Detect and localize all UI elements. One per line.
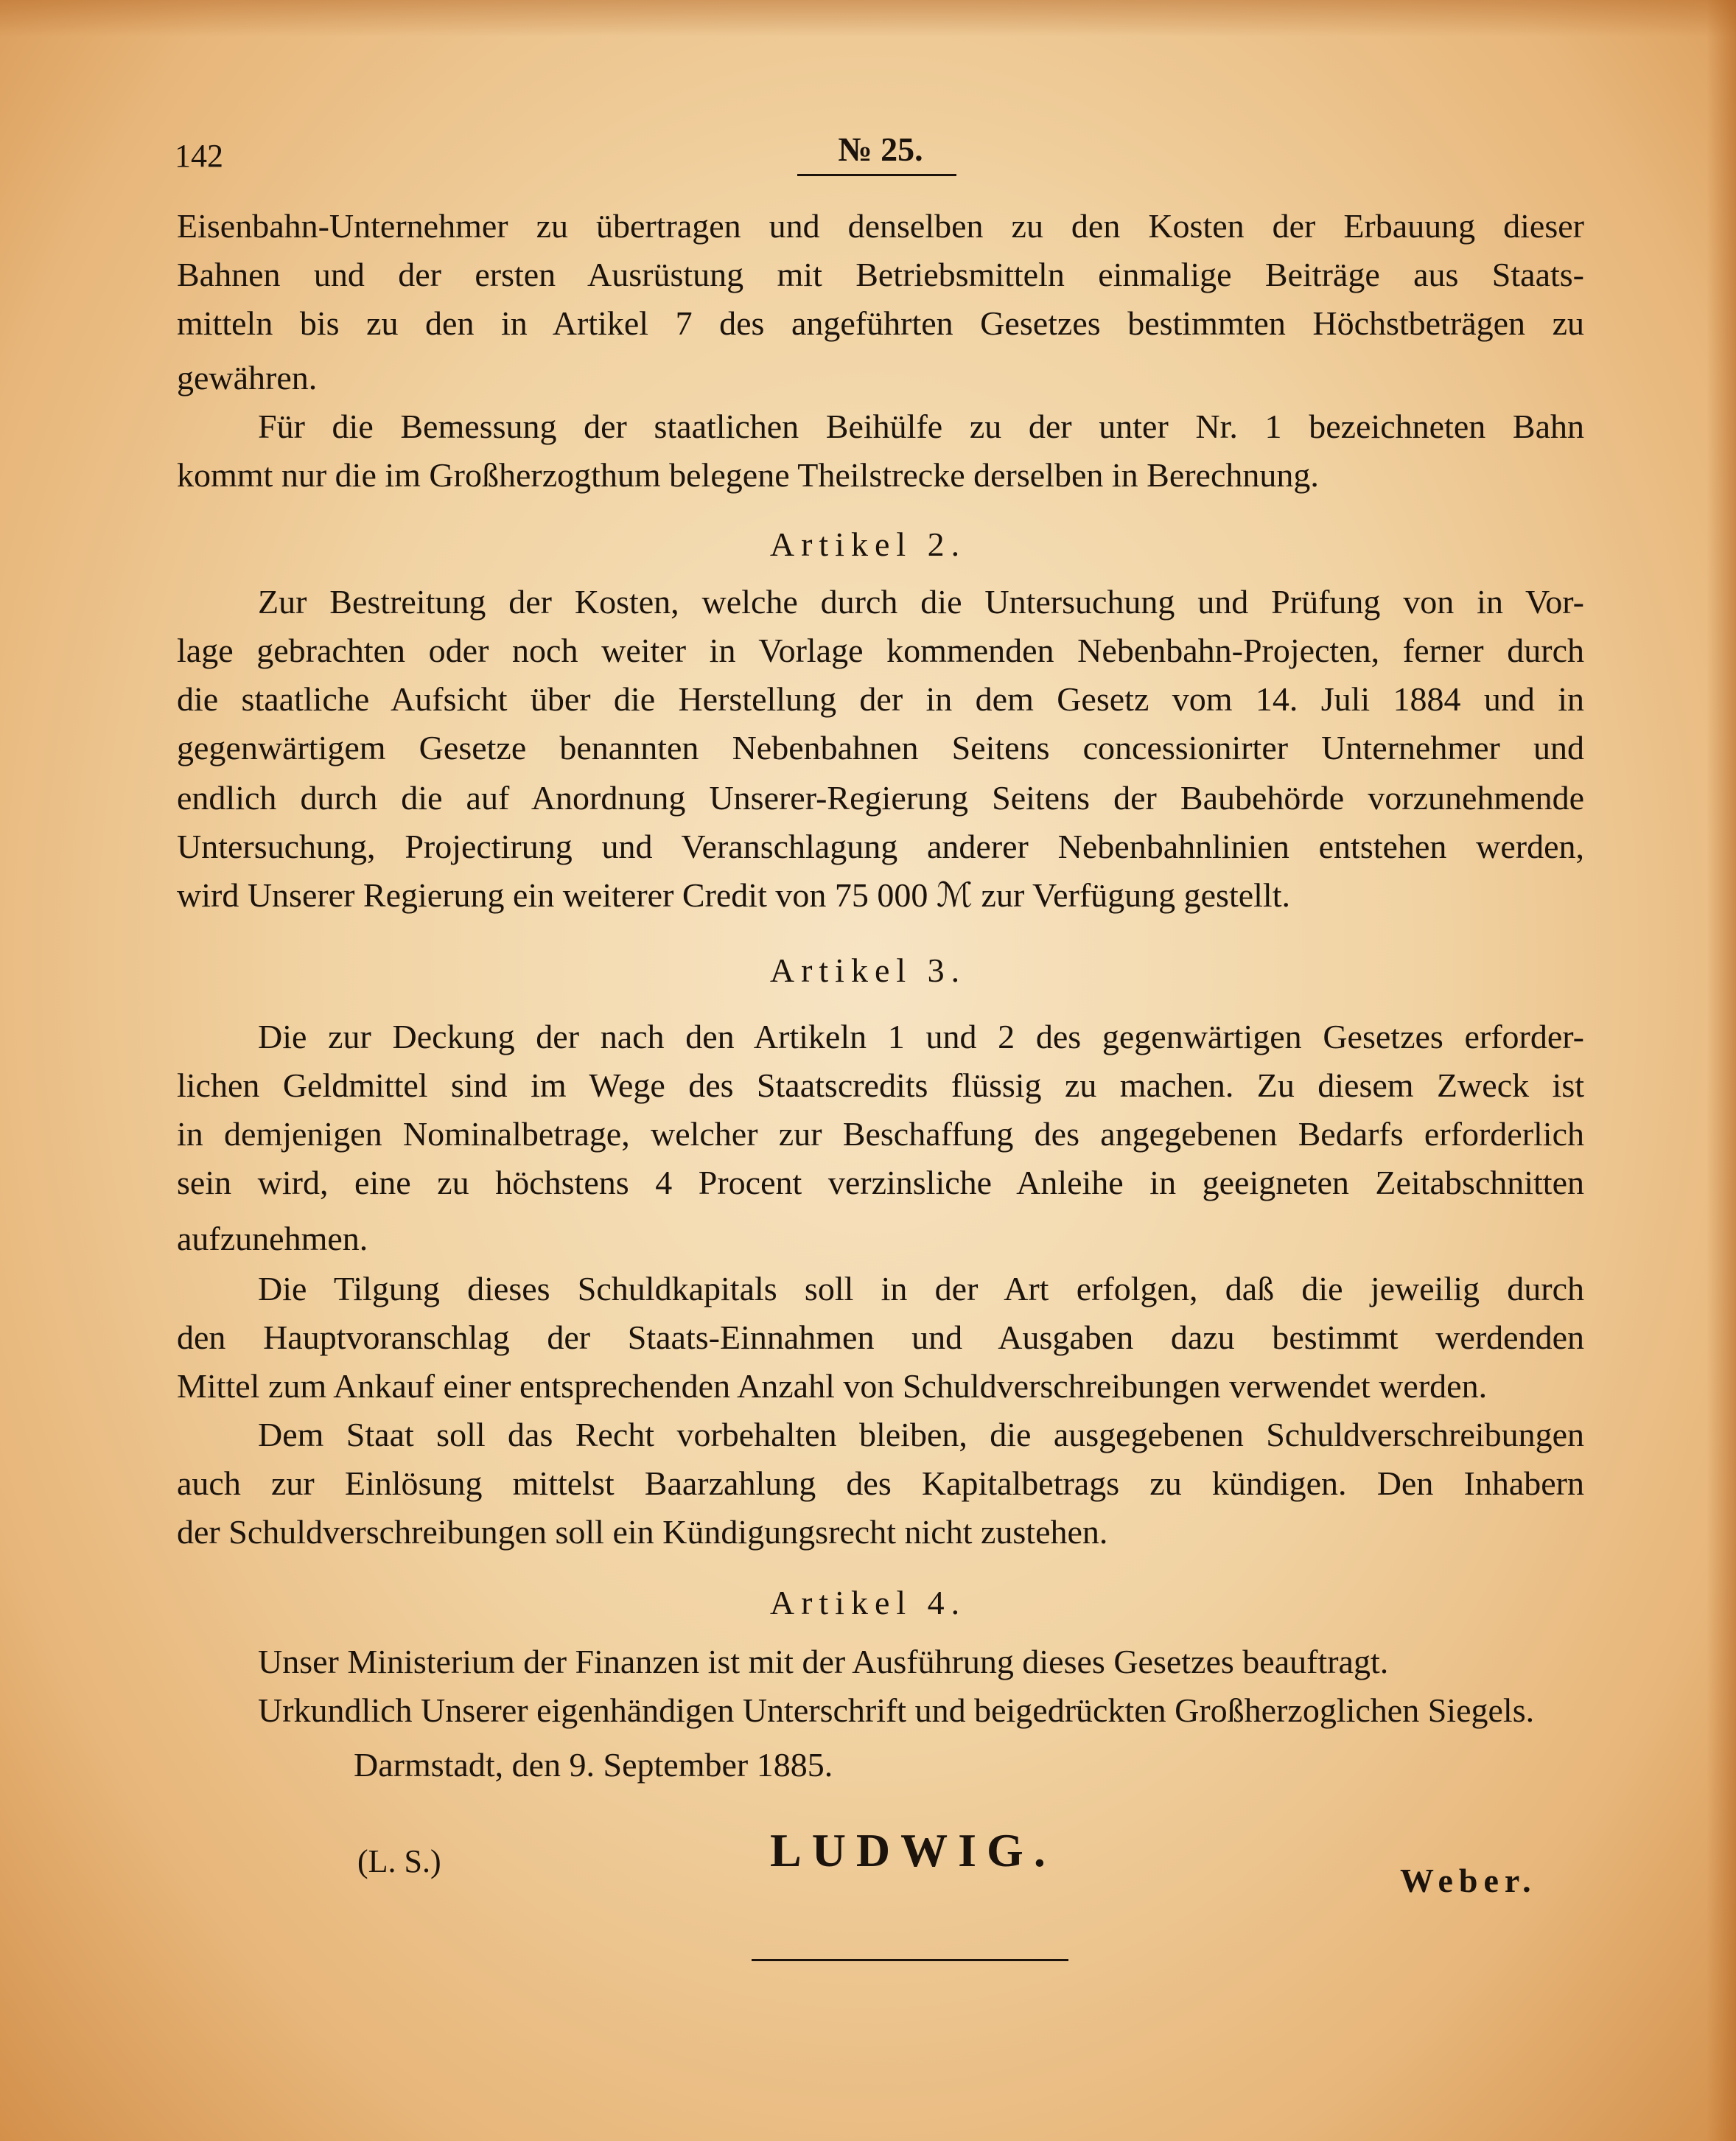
place-and-date: Darmstadt, den 9. September 1885. <box>354 1746 833 1784</box>
article-4-heading: Artikel 4. <box>769 1584 967 1621</box>
text-line: gewähren. <box>177 359 318 397</box>
text-line: Urkundlich Unserer eigenhändigen Unterschrift und beigedrückten Großherzoglichen Siegels. <box>258 1691 1535 1729</box>
text-line: mitteln bis zu den in Artikel 7 des angeführten Gesetzes bestimmten Höchstbeträgen zu <box>177 304 1584 342</box>
text-line: Für die Bemessung der staatlichen Beihülfe zu der unter Nr. 1 bezeichneten Bahn <box>258 408 1584 445</box>
text-line: Bahnen und der ersten Ausrüstung mit Betriebsmitteln einmalige Beiträge aus Staats- <box>177 256 1584 293</box>
page-edge-shading-right <box>1707 0 1736 2141</box>
text-line: auch zur Einlösung mittelst Baarzahlung des Kapitalbetrags zu kündigen. Den Inhabern <box>177 1464 1584 1502</box>
closing-rule <box>752 1959 1068 1961</box>
seal-mark: (L. S.) <box>357 1843 441 1879</box>
text-line: endlich durch die auf Anordnung Unserer-Regierung Seitens der Baubehörde vorzunehmende <box>177 779 1584 817</box>
text-line: wird Unserer Regierung ein weiterer Credit von 75 000 ℳ zur Verfügung gestellt. <box>177 876 1290 914</box>
text-line: Untersuchung, Projectirung und Veranschlagung anderer Nebenbahnlinien entstehen werden, <box>177 828 1584 865</box>
issue-number: № 25. <box>838 130 923 168</box>
text-line: die staatliche Aufsicht über die Herstellung der in dem Gesetz vom 14. Juli 1884 und in <box>177 680 1584 718</box>
text-line: Die zur Deckung der nach den Artikeln 1 und 2 des gegenwärtigen Gesetzes erforder- <box>258 1018 1584 1055</box>
text-line: Dem Staat soll das Recht vorbehalten bleiben, die ausgegebenen Schuldverschreibungen <box>258 1416 1584 1453</box>
text-line: Eisenbahn-Unternehmer zu übertragen und denselben zu den Kosten der Erbauung dieser <box>177 207 1584 245</box>
page-number: 142 <box>175 138 223 174</box>
text-line: kommt nur die im Großherzogthum belegene Theilstrecke derselben in Berechnung. <box>177 456 1319 494</box>
text-line: der Schuldverschreibungen soll ein Kündigungsrecht nicht zustehen. <box>177 1513 1108 1551</box>
ruler-signature: LUDWIG. <box>770 1824 1056 1876</box>
text-line: den Hauptvoranschlag der Staats-Einnahmen und Ausgaben dazu bestimmt werdenden <box>177 1319 1584 1356</box>
text-line: gegenwärtigem Gesetze benannten Nebenbahnen Seitens concessionirter Unternehmer und <box>177 729 1584 766</box>
text-line: sein wird, eine zu höchstens 4 Procent verzinsliche Anleihe in geeigneten Zeitabschnitten <box>177 1164 1584 1201</box>
minister-signature: Weber. <box>1400 1862 1537 1899</box>
article-2-heading: Artikel 2. <box>769 525 967 563</box>
text-line: Mittel zum Ankauf einer entsprechenden Anzahl von Schuldverschreibungen verwendet werden. <box>177 1367 1488 1405</box>
text-line: in demjenigen Nominalbetrage, welcher zur Beschaffung des angegebenen Bedarfs erforderlich <box>177 1115 1584 1153</box>
text-line: Zur Bestreitung der Kosten, welche durch die Untersuchung und Prüfung von in Vor- <box>258 583 1584 621</box>
text-line: Die Tilgung dieses Schuldkapitals soll in der Art erfolgen, daß die jeweilig durch <box>258 1270 1584 1307</box>
issue-number-underline <box>797 174 956 176</box>
page-edge-shading-top <box>0 0 1736 37</box>
text-line: Unser Ministerium der Finanzen ist mit der Ausführung dieses Gesetzes beauftragt. <box>258 1643 1389 1680</box>
text-line: lichen Geldmittel sind im Wege des Staatscredits flüssig zu machen. Zu diesem Zweck ist <box>177 1066 1584 1104</box>
text-line: aufzunehmen. <box>177 1220 368 1257</box>
article-3-heading: Artikel 3. <box>769 951 967 989</box>
text-line: lage gebrachten oder noch weiter in Vorlage kommenden Nebenbahn-Projecten, ferner durch <box>177 632 1584 669</box>
